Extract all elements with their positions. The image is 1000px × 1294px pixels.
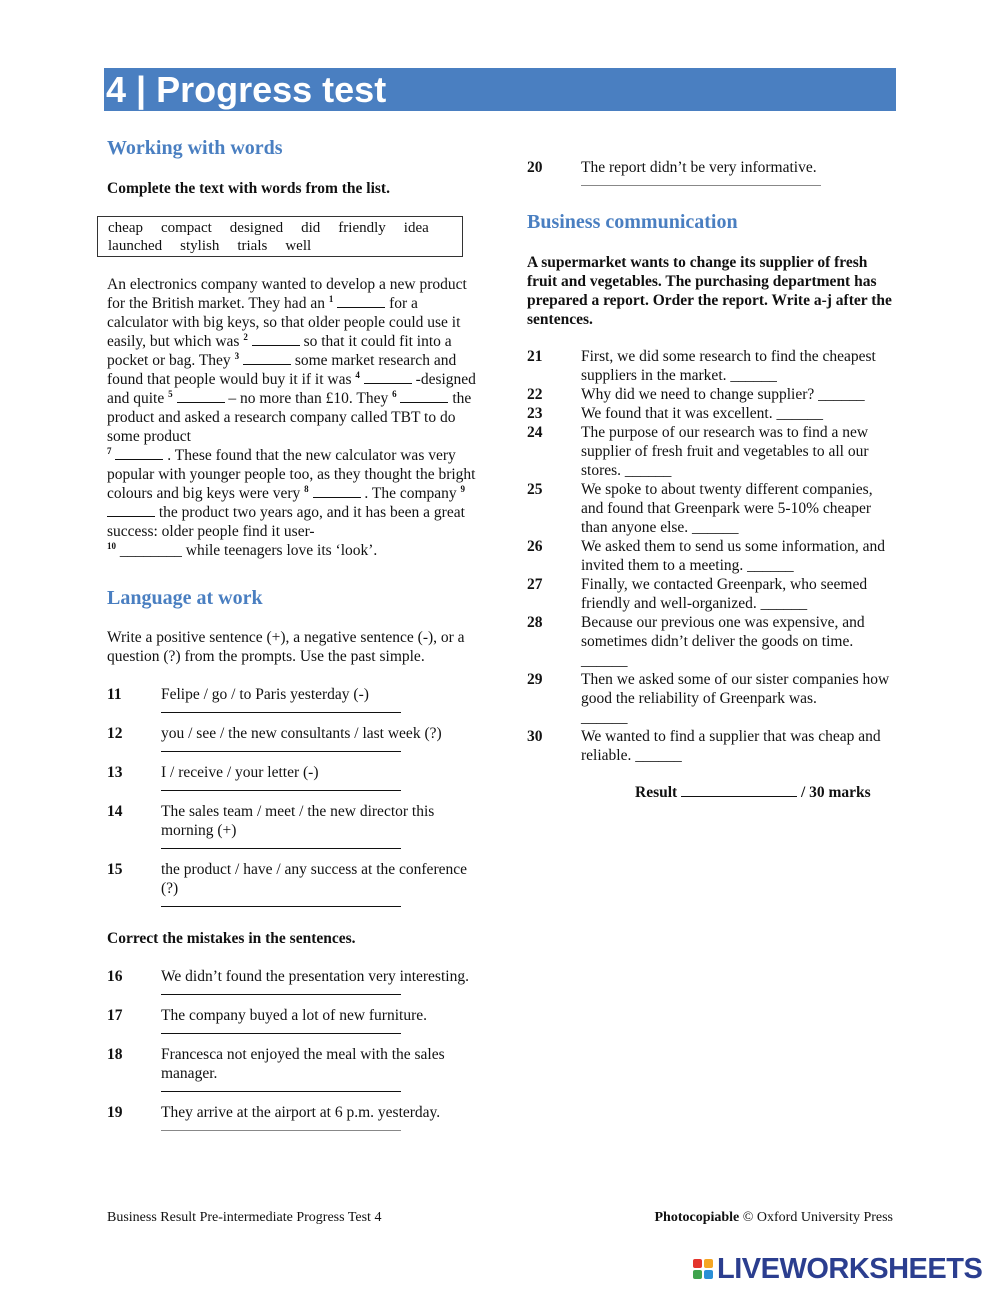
working-with-words-heading: Working with words: [107, 137, 283, 159]
prompt-item: [107, 860, 477, 907]
report-item: 23 We found that it was excellent. ______: [527, 405, 823, 422]
item-number: 19: [107, 1104, 123, 1121]
item-text: They arrive at the airport at 6 p.m. yesterday.: [161, 1104, 441, 1121]
word-list-item: cheap: [108, 220, 143, 236]
item-number: 18: [107, 1046, 123, 1063]
item-text: you / see / the new consultants / last week (?): [161, 725, 442, 742]
liveworksheets-logo: [693, 1254, 982, 1284]
mistake-item: [107, 1045, 477, 1092]
item-text: the product / have / any success at the conference (?): [161, 861, 467, 897]
business-instruction: A supermarket wants to change its supplier of fresh fruit and vegetables. The purchasing department has prepared a report. Order the report. Write a-j after the sentences.: [527, 254, 892, 328]
word-list-item: trials: [237, 238, 268, 254]
page-title-banner: 4 | Progress test: [104, 68, 896, 111]
word-list-item: did: [301, 220, 321, 236]
item-text: We didn’t found the presentation very interesting.: [161, 968, 469, 985]
report-item: 27 Finally, we contacted Greenpark, who seemed friendly and well-organized. ______: [527, 576, 868, 612]
answer-input[interactable]: [161, 1122, 401, 1131]
gap-4-input[interactable]: [364, 371, 412, 384]
report-item: 30 We wanted to find a supplier that was cheap and reliable. ______: [527, 728, 881, 764]
order-answer-input[interactable]: ______: [581, 652, 628, 669]
answer-input[interactable]: [161, 704, 401, 713]
order-answer-input[interactable]: ______: [624, 462, 672, 479]
word-list-item: idea: [403, 220, 429, 236]
word-list-item: friendly: [338, 220, 386, 236]
prompt-item: [107, 763, 477, 791]
mistakes-list: [107, 967, 477, 1131]
item-text: Francesca not enjoyed the meal with the sales manager.: [161, 1046, 445, 1082]
item-text: The report didn’t be very informative.: [581, 159, 817, 176]
report-item: 29 Then we asked some of our sister companies how good the reliability of Greenpark was. ______: [527, 671, 890, 726]
answer-input[interactable]: [161, 743, 401, 752]
gap-10-input[interactable]: ________ while teenagers love its ‘look’.: [119, 542, 378, 559]
item-number: 15: [107, 861, 123, 878]
item-number: 20: [527, 159, 543, 176]
item-text: Felipe / go / to Paris yesterday (-): [161, 686, 369, 703]
result-input[interactable]: [681, 784, 797, 797]
order-answer-input[interactable]: ______: [635, 747, 682, 764]
word-list-item: stylish: [180, 238, 220, 254]
answer-input[interactable]: [161, 986, 401, 995]
item-number: 13: [107, 764, 123, 781]
answer-input[interactable]: [581, 177, 821, 186]
mistake-item: [527, 158, 897, 186]
item-number: 11: [107, 686, 122, 703]
order-answer-input[interactable]: ______: [818, 386, 865, 403]
prompt-list: [107, 685, 477, 907]
photocopiable-label: Photocopiable: [654, 1210, 740, 1225]
prompt-item: [107, 802, 477, 849]
order-answer-input[interactable]: ______: [747, 557, 794, 574]
answer-input[interactable]: [161, 782, 401, 791]
left-column: [107, 134, 477, 1131]
item-number: 14: [107, 803, 123, 820]
gap-1-input[interactable]: [337, 295, 385, 308]
liveworksheets-logo-icon: [693, 1259, 713, 1279]
order-answer-input[interactable]: ______: [581, 709, 628, 726]
business-communication-heading: Business communication: [527, 211, 738, 233]
word-list-item: compact: [160, 220, 212, 236]
gap-6-input[interactable]: [400, 390, 448, 403]
language-at-work-heading: Language at work: [107, 587, 263, 609]
order-answer-input[interactable]: ______: [730, 367, 777, 384]
answer-input[interactable]: [161, 898, 401, 907]
word-list-item: well: [285, 238, 312, 254]
prompt-item: [107, 724, 477, 752]
words-instruction: Complete the text with words from the list.: [107, 180, 390, 197]
brand-name: LIVEWORKSHEETS: [717, 1252, 983, 1285]
word-list-box: [97, 216, 463, 257]
report-item: 22 Why did we need to change supplier? ______: [527, 386, 865, 403]
gap-fill-passage: An electronics company wanted to develop a new product for the British market. They had an $^1$ for a calculator with big keys, so that older people could use it easily, but which was $^2$ so that it could fit into a pocket or bag. They $^3$ some market research and found that people would buy it if it was $^4$ -designed and quite $^5$ – no more than £10. They $^6$ the product and asked a research company called TBT to do some product $^7$ . These found that the new calculator was very popular with younger people too, as they thought the bright colours and big keys were very $^8$ . The company $^9$ the product two years ago, and it has been a great success: older people find it user- $^{10}$ ________ while teenagers love its ‘look’.: [107, 276, 476, 559]
order-answer-input[interactable]: ______: [776, 405, 823, 422]
word-list-item: designed: [229, 220, 284, 236]
word-list-item: launched: [108, 238, 163, 254]
order-answer-input[interactable]: ______: [692, 519, 739, 536]
language-instruction: Write a positive sentence (+), a negative sentence (-), or a question (?) from the prompts. Use the past simple.: [107, 629, 465, 665]
gap-8-input[interactable]: [313, 485, 361, 498]
answer-input[interactable]: [161, 1083, 401, 1092]
mistake-item: [107, 967, 477, 995]
item-number: 17: [107, 1007, 123, 1024]
mistake-item: [107, 1103, 477, 1131]
mistakes-instruction: Correct the mistakes in the sentences.: [107, 930, 356, 947]
gap-3-input[interactable]: [243, 352, 291, 365]
item-number: 16: [107, 968, 123, 985]
gap-2-input[interactable]: [252, 333, 300, 346]
result-score-line: Result / 30 marks: [635, 784, 871, 801]
right-column: [527, 158, 897, 802]
order-answer-input[interactable]: ______: [760, 595, 808, 612]
prompt-item: [107, 685, 477, 713]
report-item: 21 First, we did some research to find the cheapest suppliers in the market. ______: [527, 348, 876, 384]
item-text: The sales team / meet / the new director this morning (+): [161, 803, 435, 839]
mistake-item: [107, 1006, 477, 1034]
report-item: 26 We asked them to send us some information, and invited them to a meeting. ______: [527, 538, 885, 574]
report-item: 24 The purpose of our research was to find a new supplier of fresh fruit and vegetables to all our stores. ______: [527, 424, 869, 479]
item-number: 12: [107, 725, 123, 742]
gap-9-input[interactable]: [107, 504, 155, 517]
item-text: The company buyed a lot of new furniture.: [161, 1007, 427, 1024]
footer-right: [654, 1209, 893, 1227]
answer-input[interactable]: [161, 840, 401, 849]
publisher-label: © Oxford University Press: [742, 1210, 893, 1225]
report-list: [527, 347, 897, 765]
footer-left: Business Result Pre-intermediate Progress Test 4: [107, 1210, 382, 1225]
report-item: 28 Because our previous one was expensive, and sometimes didn’t deliver the goods on time. ______: [527, 614, 865, 669]
gap-7-input[interactable]: [115, 447, 163, 460]
report-item: 25 We spoke to about twenty different companies, and found that Greenpark were 5-10% cheaper than anyone else. ______: [527, 481, 873, 536]
answer-input[interactable]: [161, 1025, 401, 1034]
item-text: I / receive / your letter (-): [161, 764, 319, 781]
gap-5-input[interactable]: [177, 390, 225, 403]
